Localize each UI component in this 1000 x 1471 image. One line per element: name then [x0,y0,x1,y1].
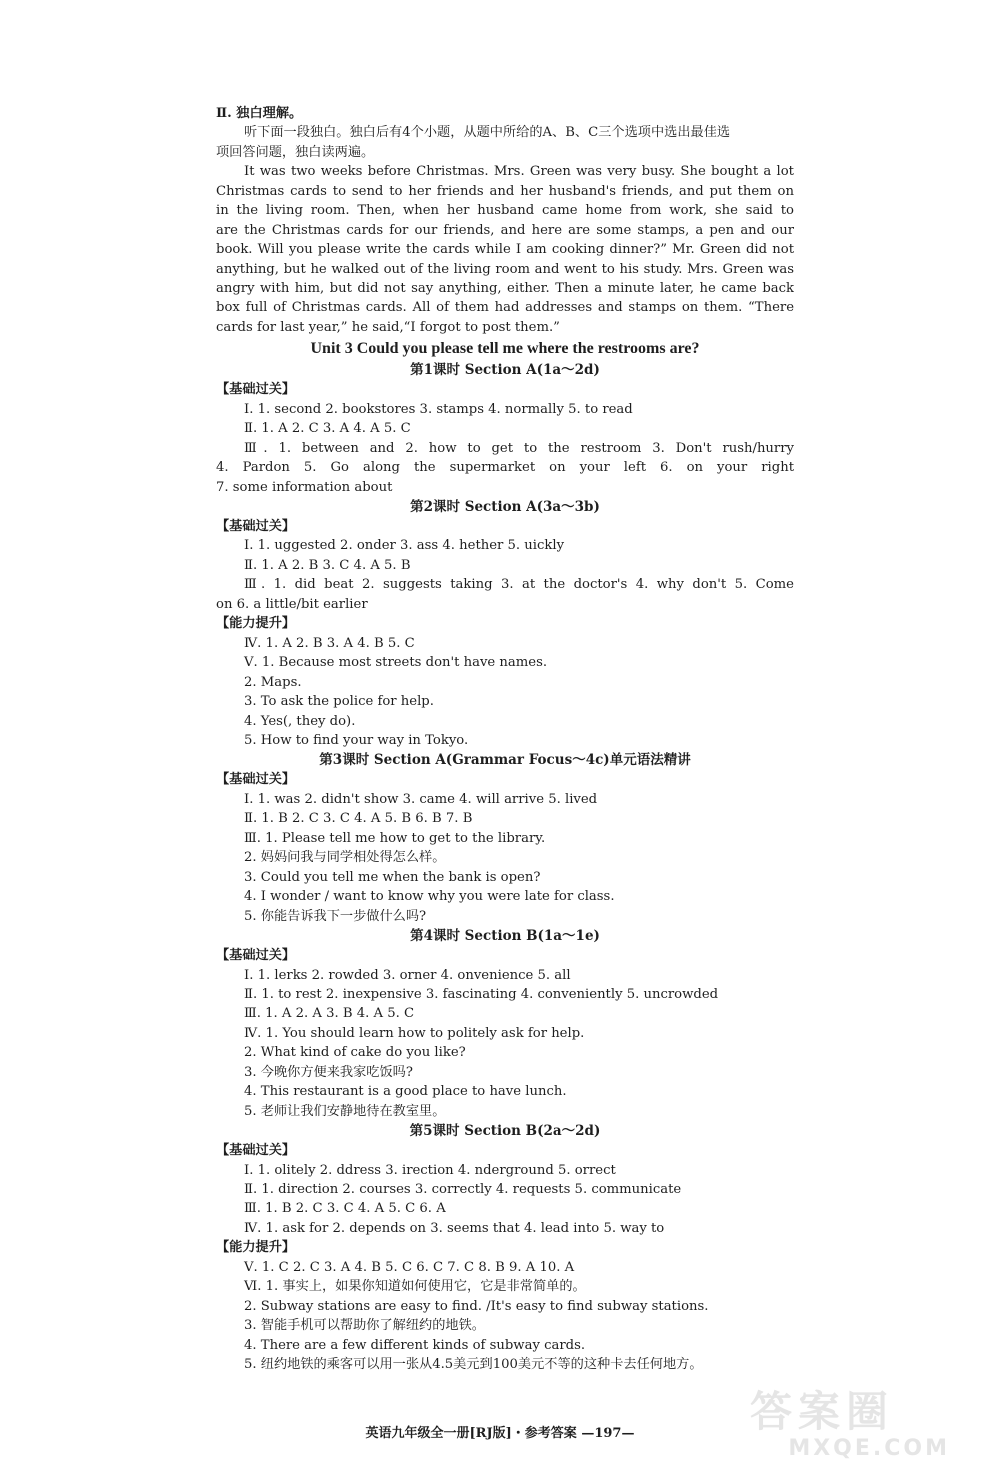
watermark-bottom-text: MXQE.COM [788,1436,950,1461]
answer-line: Ⅴ. 1. Because most streets don't have names. [244,655,548,671]
answer-line: 5. 纽约地铁的乘客可以用一张从4.5美元到100美元不等的这种卡去任何地方。 [244,1357,703,1373]
answer-line: 3. 智能手机可以帮助你了解纽约的地铁。 [244,1318,485,1334]
answer-line: Ⅰ. 1. second 2. bookstores 3. stamps 4. normally 5. to read [244,401,633,417]
answer-line: Ⅴ. 1. C 2. C 3. A 4. B 5. C 6. C 7. C 8. B 9. A 10. A [244,1259,575,1275]
lesson-title: 第2课时 Section A(3a～3b) [410,499,600,515]
passage-line: Christmas cards to send to her friends and her husband's friends, and put them on [216,183,794,199]
answer-line: Ⅰ. 1. uggested 2. onder 3. ass 4. hether 5. uickly [244,538,565,554]
answer-line: 2. Subway stations are easy to find. /It's easy to find subway stations. [244,1298,709,1314]
answer-line: 4. This restaurant is a good place to have lunch. [244,1084,567,1100]
listening-heading: Ⅱ. 独白理解。 [216,106,303,121]
answer-line: Ⅲ. 1. Please tell me how to get to the library. [244,830,546,846]
answer-line: 4. Pardon 5. Go along the supermarket on your left 6. on your right [216,460,794,476]
answer-line: 2. 妈妈问我与同学相处得怎么样。 [244,850,446,866]
lesson-title: 第1课时 Section A(1a～2d) [410,362,600,379]
answer-line: 3. 今晚你方便来我家吃饭吗? [244,1064,413,1080]
answer-line: 3. To ask the police for help. [244,694,434,710]
answer-line: 3. Could you tell me when the bank is open? [244,869,541,885]
answer-line: 5. 老师让我们安静地待在教室里。 [244,1103,446,1119]
answer-line: Ⅱ. 1. to rest 2. inexpensive 3. fascinating 4. conveniently 5. uncrowded [244,986,719,1002]
answer-page [216,104,794,1375]
listening-instructions-2: 项回答问题，独白读两遍。 [216,144,375,160]
block-tag: 【基础过关】 [216,1143,296,1159]
answer-line: Ⅰ. 1. lerks 2. rowded 3. orner 4. onvenience 5. all [244,967,571,983]
block-tag: 【基础过关】 [216,519,296,534]
answer-line: 4. There are a few different kinds of subway cards. [244,1337,586,1353]
answer-line: Ⅰ. 1. was 2. didn't show 3. came 4. will arrive 5. lived [244,791,598,807]
passage-line: are the Christmas cards for our friends, and here are some stamps, a pen and our [216,222,794,238]
lesson-title: 第5课时 Section B(2a～2d) [409,1123,601,1140]
answer-line: Ⅱ. 1. A 2. B 3. C 4. A 5. B [244,557,411,573]
answer-line: Ⅵ. 1. 事实上，如果你知道如何使用它，它是非常简单的。 [244,1279,586,1295]
lessons-container [216,360,794,1374]
passage-line: anything, but he walked out of the living room and went to his study. Mrs. Green was [216,261,794,277]
page-footer: 英语九年级全一册[RJ版]・参考答案 —197— [365,1426,635,1441]
passage-line: It was two weeks before Christmas. Mrs. Green was very busy. She bought a lot [244,164,794,180]
passage-line: box full of Christmas cards. All of them had addresses and stamps on them. “There [216,300,794,316]
passage-line: cards for last year,” he said,“I forgot to post them.” [216,319,560,335]
lesson-title: 第4课时 Section B(1a～1e) [410,928,600,945]
watermark-top-text: 答案圈 [750,1387,895,1436]
answer-line: 5. How to find your way in Tokyo. [244,732,469,748]
passage-line: book. Will you please write the cards while I am cooking dinner?” Mr. Green did not [216,242,794,258]
answer-line: 7. some information about [216,479,393,495]
block-tag: 【基础过关】 [216,382,296,398]
answer-line: Ⅰ. 1. olitely 2. ddress 3. irection 4. nderground 5. orrect [244,1162,616,1178]
answer-line: Ⅲ. 1. A 2. A 3. B 4. A 5. C [244,1006,415,1022]
answer-line: 2. What kind of cake do you like? [244,1045,466,1061]
lesson-title: 第3课时 Section A(Grammar Focus～4c)单元语法精讲 [319,752,691,769]
answer-line: Ⅲ. 1. did beat 2. suggests taking 3. at the doctor's 4. why don't 5. Come [244,577,794,593]
passage-line: in the living room. Then, when her husband came home from work, she said to [216,203,794,219]
block-tag: 【能力提升】 [216,1240,296,1256]
answer-line: 2. Maps. [244,674,302,690]
block-tag: 【基础过关】 [216,772,296,788]
listening-instructions-1: 听下面一段独白。独白后有4个小题，从题中所给的A、B、C三个选项中选出最佳选 [244,125,731,141]
answer-line: 5. 你能告诉我下一步做什么吗? [244,908,427,924]
unit-title: Unit 3 Could you please tell me where the restrooms are? [310,340,700,358]
answer-line: Ⅲ. 1. B 2. C 3. C 4. A 5. C 6. A [244,1201,446,1217]
watermark-logo [750,1388,960,1466]
answer-line: Ⅲ. 1. between and 2. how to get to the restroom 3. Don't rush/hurry [244,440,794,456]
answer-line: Ⅳ. 1. A 2. B 3. A 4. B 5. C [244,635,415,651]
answer-line: on 6. a little/bit earlier [216,596,368,612]
passage-line: angry with him, but did not say anything, either. Then a minute later, he came back [216,280,794,296]
answer-line: Ⅳ. 1. ask for 2. depends on 3. seems that 4. lead into 5. way to [244,1220,665,1236]
answer-line: Ⅱ. 1. direction 2. courses 3. correctly 4. requests 5. communicate [244,1182,682,1198]
answer-line: 4. I wonder / want to know why you were late for class. [244,889,615,905]
answer-line: Ⅱ. 1. A 2. C 3. A 4. A 5. C [244,421,411,437]
listening-passage [216,162,794,337]
answer-line: 4. Yes(, they do). [244,713,356,729]
answer-line: Ⅱ. 1. B 2. C 3. C 4. A 5. B 6. B 7. B [244,811,473,827]
block-tag: 【基础过关】 [216,948,296,964]
answer-line: Ⅳ. 1. You should learn how to politely ask for help. [244,1025,585,1041]
block-tag: 【能力提升】 [216,616,296,632]
